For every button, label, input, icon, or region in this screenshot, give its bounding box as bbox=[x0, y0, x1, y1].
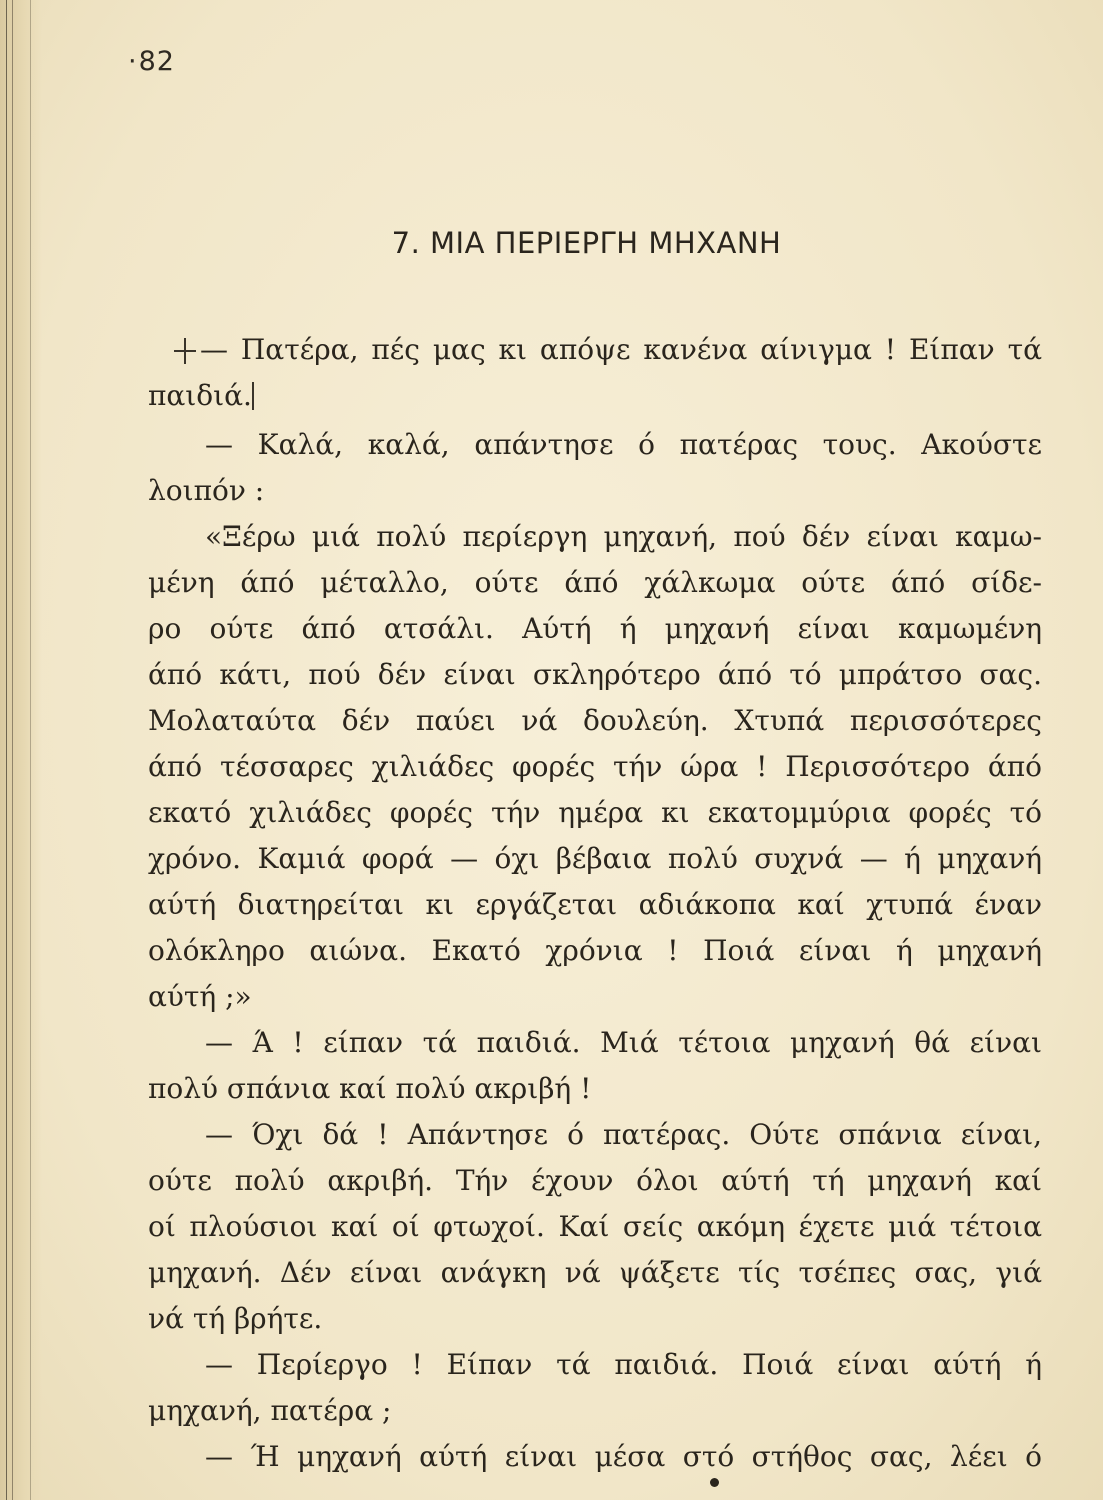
text-line: — Ή μηχανή αύτή είναι μέσα στό στήθος σας, λέει ό bbox=[205, 1440, 1042, 1473]
page-dot bbox=[710, 1478, 719, 1487]
text-line: ολόκληρο αιώνα. Εκατό χρόνια ! Ποιά είναι ή μηχανή bbox=[148, 934, 1042, 967]
binding-line bbox=[12, 0, 13, 1500]
text-line: — Πατέρα, πές μας κι απόψε κανένα αίνιγμα ! Είπαν τά bbox=[200, 333, 1042, 366]
text-line: μηχανή. Δέν είναι ανάγκη νά ψάξετε τίς τσέπες σας, γιά bbox=[148, 1256, 1042, 1289]
correction-mark bbox=[252, 382, 254, 410]
text-line: — Ά ! είπαν τά παιδιά. Μιά τέτοια μηχανή θά είναι bbox=[205, 1026, 1042, 1059]
text-line: Μολαταύτα δέν παύει νά δουλεύη. Χτυπά περισσότερες bbox=[148, 704, 1042, 737]
text-line: άπό τέσσαρες χιλιάδες φορές τήν ώρα ! Περισσότερο άπό bbox=[148, 750, 1042, 783]
text-line: πολύ σπάνια καί πολύ ακριβή ! bbox=[148, 1072, 592, 1105]
text-line: — Καλά, καλά, απάντησε ό πατέρας τους. Ακούστε bbox=[205, 428, 1042, 461]
text-line: μένη άπό μέταλλο, ούτε άπό χάλκωμα ούτε άπό σίδε- bbox=[148, 566, 1042, 599]
binding-line bbox=[30, 0, 31, 1500]
text-line: εκατό χιλιάδες φορές τήν ημέρα κι εκατομμύρια φορές τό bbox=[148, 796, 1042, 829]
text-line: οί πλούσιοι καί οί φτωχοί. Καί σείς ακόμη έχετε μιά τέτοια bbox=[148, 1210, 1042, 1243]
correction-mark bbox=[184, 338, 186, 364]
text-line: — Όχι δά ! Απάντησε ό πατέρας. Ούτε σπάνια είναι, bbox=[205, 1118, 1042, 1151]
text-line: λοιπόν : bbox=[148, 474, 265, 507]
text-line: «Ξέρω μιά πολύ περίεργη μηχανή, πού δέν είναι καμω- bbox=[205, 520, 1042, 553]
text-line: μηχανή, πατέρα ; bbox=[148, 1394, 392, 1427]
text-line: παιδιά. bbox=[148, 379, 252, 412]
text-line: αύτή ;» bbox=[148, 980, 252, 1013]
text-line: ρο ούτε άπό ατσάλι. Αύτή ή μηχανή είναι καμωμένη bbox=[148, 612, 1042, 645]
text-line: ούτε πολύ ακριβή. Τήν έχουν όλοι αύτή τή μηχανή καί bbox=[148, 1164, 1042, 1197]
chapter-title: 7. ΜΙΑ ΠΕΡΙΕΡΓΗ ΜΗΧΑΝΗ bbox=[391, 226, 782, 260]
page-number: · 82 bbox=[128, 46, 175, 77]
text-line: άπό κάτι, πού δέν είναι σκληρότερο άπό τό μπράτσο σας. bbox=[148, 658, 1042, 691]
binding-line bbox=[6, 0, 7, 1500]
text-line: χρόνο. Καμιά φορά — όχι βέβαια πολύ συχνά — ή μηχανή bbox=[148, 842, 1042, 875]
text-line: αύτή διατηρείται κι εργάζεται αδιάκοπα καί χτυπά έναν bbox=[148, 888, 1042, 921]
text-line: νά τή βρήτε. bbox=[148, 1302, 323, 1335]
text-line: — Περίεργο ! Είπαν τά παιδιά. Ποιά είναι αύτή ή bbox=[205, 1348, 1042, 1381]
